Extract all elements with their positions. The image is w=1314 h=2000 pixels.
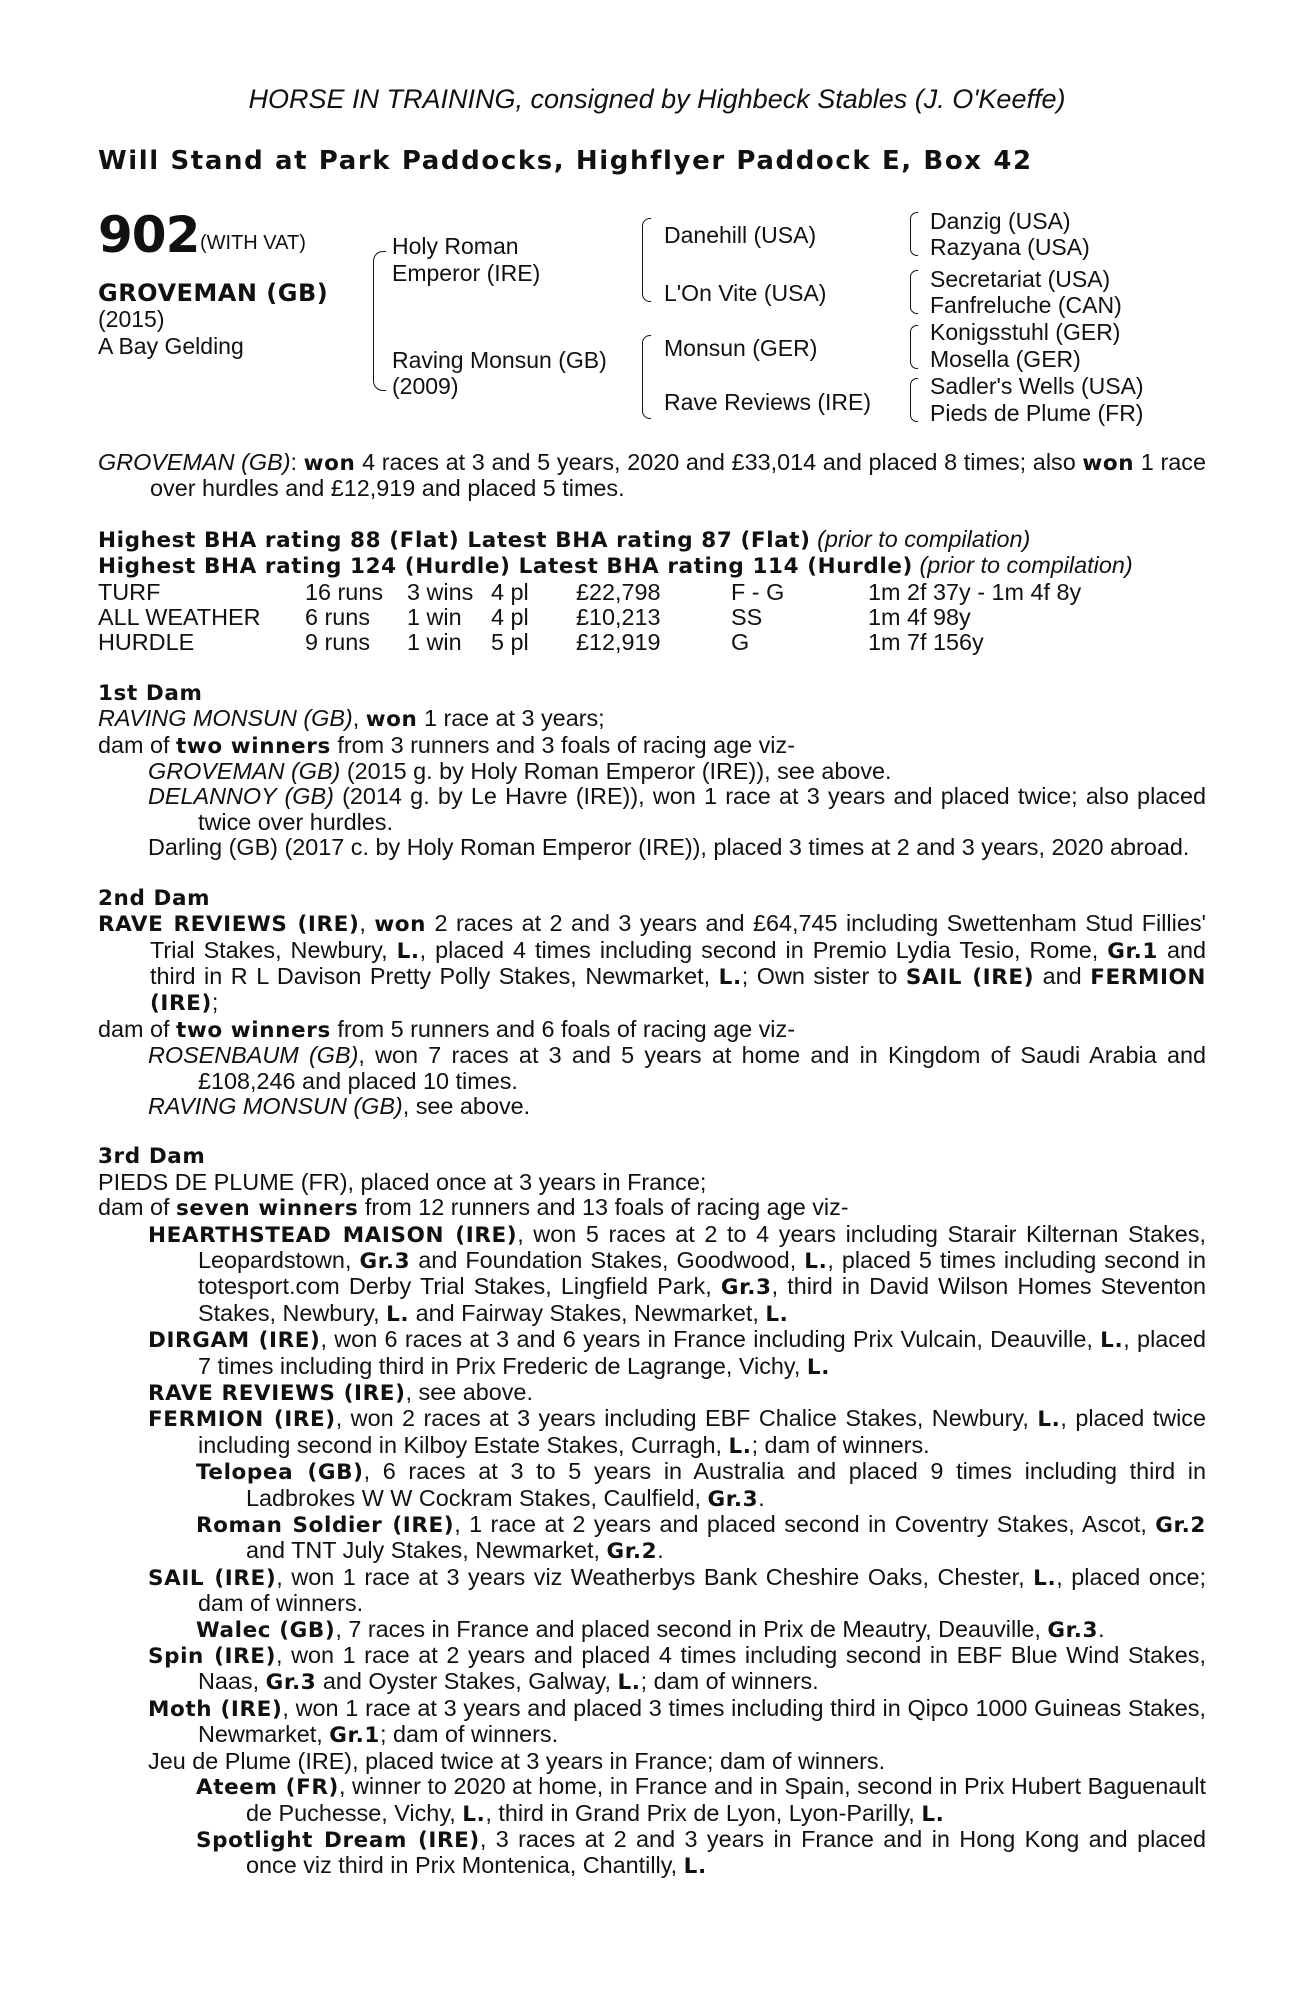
dam-line-2: (2009) [392,373,459,399]
pedigree-bracket [910,325,918,369]
progeny-entry: ROSENBAUM (GB), won 7 races at 3 and 5 years at home and in Kingdom of Saudi Arabia and £108,246 and placed 10 times. [148,1042,1206,1094]
race-record-table [98,580,1081,656]
race-summary: GROVEMAN (GB): won 4 races at 3 and 5 years, 2020 and £33,014 and placed 8 times; also won 1 race over hurdles and £12,919 and placed 5 times. [98,449,1206,502]
table-row: TURF 16 runs 3 wins 4 pl £22,798 F - G 1m 2f 37y - 1m 4f 8y [98,578,1082,605]
progeny-entry: Spotlight Dream (IRE), 3 races at 2 and 3 years in France and in Hong Kong and placed once viz third in Prix Montenica, Chantilly, L. [196,1825,1206,1880]
dds: Sadler's Wells (USA) [930,373,1144,399]
progeny-entry: Ateem (FR), winner to 2020 at home, in France and in Spain, second in Prix Hubert Baguenault de Puchesse, Vichy, L., third in Grand Prix de Lyon, Lyon-Parilly, L. [196,1773,1206,1827]
horse-year: (2015) [98,306,165,332]
pedigree-bracket [373,251,386,391]
ssd: Razyana (USA) [930,234,1090,260]
horse-description: A Bay Gelding [98,333,244,359]
sire-dam: L'On Vite (USA) [664,280,827,306]
dam: Raving Monsun (GB) [392,347,607,373]
dam-sire: Monsun (GER) [664,335,818,361]
progeny-entry: RAVING MONSUN (GB), see above. [148,1092,531,1119]
ddd: Pieds de Plume (FR) [930,400,1144,426]
sire-line-2: Emperor (IRE) [392,260,541,286]
progeny-entry: GROVEMAN (GB) (2015 g. by Holy Roman Emperor (IRE)), see above. [148,758,892,785]
progeny-entry: RAVE REVIEWS (IRE), see above. [148,1379,533,1406]
third-dam-section: 3rd Dam PIEDS DE PLUME (FR), placed once at 3 years in France; dam of seven winners from 12 runners and 13 foals of racing age viz- HEARTHSTEAD MAISON (IRE), won 5 races at 2 to 4 years including Starair Kilternan Stakes, Leopardstown, Gr.3 and Foundation Stakes, Goodwood, L., placed 5 times including second in totesport.com Derby Trial Stakes, Lingfield Park, Gr.3, third in David Wilson Homes Steventon Stakes, Newbury, L. and Fairway Stakes, Newmarket, L. DIRGAM (IRE), won 6 races at 3 and 6 years in France including Prix Vulcain, Deauville, L., placed 7 times including third in Prix Frederic de Lagrange, Vichy, L. RAVE REVIEWS (IRE), see above. FERMION (IRE), won 2 races at 3 years including EBF Chalice Stakes, Newbury, L., placed twice including second in Kilboy Estate Stakes, Curragh, L.; dam of winners. Telopea (GB), 6 races at 3 to 5 years in Australia and placed 9 times including third in Ladbrokes W W Cockram Stakes, Caulfield, Gr.3. Roman Soldier (IRE), 1 race at 2 years and placed second in Coventry Stakes, Ascot, Gr.2 and TNT July Stakes, Newmarket, Gr.2. SAIL (IRE), won 1 race at 3 years viz Weatherbys Bank Cheshire Oaks, Chester, L., placed once; dam of winners. Walec (GB), 7 races in France and placed second in Prix de Meautry, Deauville, Gr.3. Spin (IRE), won 1 race at 2 years and placed 4 times including second in EBF Blue Wind Stakes, Naas, Gr.3 and Oyster Stakes, Galway, L.; dam of winners. Moth (IRE), won 1 race at 3 years and placed 3 times including third in Qipco 1000 Guineas Stakes, Newmarket, Gr.1; dam of winners. Jeu de Plume (IRE), placed twice at 3 years in France; dam of winners. Ateem (FR), winner to 2020 at home, in France and in Spain, second in Prix Hubert Baguenault de Puchesse, Vichy, L., third in Grand Prix de Lyon, Lyon-Parilly, L. Spotlight Dream (IRE), 3 races at 2 and 3 years in France and in Hong Kong and placed once viz third in Prix Montenica, Chantilly, L. [98,1144,1207,1880]
progeny-entry: DELANNOY (GB) (2014 g. by Le Havre (IRE)), won 1 race at 3 years and placed twice; also placed twice over hurdles. [148,783,1206,835]
sss: Danzig (USA) [930,208,1071,234]
stand-location: Will Stand at Park Paddocks, Highflyer Paddock E, Box 42 [98,146,1033,176]
second-dam-section: 2nd Dam RAVE REVIEWS (IRE), won 2 races at 2 and 3 years and £64,745 including Swettenham Stud Fillies' Trial Stakes, Newbury, L., placed 4 times including second in Premio Lydia Tesio, Rome, Gr.1 and third in R L Davison Pretty Polly Stakes, Newmarket, L.; Own sister to SAIL (IRE) and FERMION (IRE); dam of two winners from 5 runners and 6 foals of racing age viz- ROSENBAUM (GB), won 7 races at 3 and 5 years at home and in Kingdom of Saudi Arabia and £108,246 and placed 10 times. RAVING MONSUN (GB), see above. [98,885,1207,1119]
progeny-entry: Moth (IRE), won 1 race at 3 years and placed 3 times including third in Qipco 1000 Guineas Stakes, Newmarket, Gr.1; dam of winners. [148,1694,1206,1749]
section-heading: 3rd Dam [98,1144,206,1170]
pedigree-bracket [910,378,918,422]
dam-dam: Rave Reviews (IRE) [664,389,872,415]
progeny-entry: Walec (GB), 7 races in France and placed second in Prix de Meautry, Deauville, Gr.3. [196,1615,1105,1643]
horse-name: GROVEMAN (GB) [98,279,329,307]
progeny-entry: Jeu de Plume (IRE), placed twice at 3 years in France; dam of winners. [148,1747,886,1774]
progeny-entry: Roman Soldier (IRE), 1 race at 2 years and placed second in Coventry Stakes, Ascot, Gr.2 and TNT July Stakes, Newmarket, Gr.2. [196,1511,1206,1565]
progeny-entry: Telopea (GB), 6 races at 3 to 5 years in Australia and placed 9 times including third in Ladbrokes W W Cockram Stakes, Caulfield, Gr.3. [196,1458,1206,1512]
section-heading: 2nd Dam [98,885,211,911]
progeny-entry: DIRGAM (IRE), won 6 races at 3 and 6 years in France including Prix Vulcain, Deauville, L., placed 7 times including third in Prix Frederic de Lagrange, Vichy, L. [148,1326,1206,1380]
progeny-entry: FERMION (IRE), won 2 races at 3 years including EBF Chalice Stakes, Newbury, L., placed twice including second in Kilboy Estate Stakes, Curragh, L.; dam of winners. [148,1405,1207,1459]
catalogue-header: HORSE IN TRAINING, consigned by Highbeck Stables (J. O'Keeffe) [248,84,1066,114]
table-row: ALL WEATHER 6 runs 1 win 4 pl £10,213 SS 1m 4f 98y [98,604,971,631]
sds: Secretariat (USA) [930,266,1111,292]
pedigree-bracket [910,270,918,314]
ratings: Highest BHA rating 88 (Flat) Latest BHA rating 87 (Flat) (prior to compilation) Highest BHA rating 124 (Hurdle) Latest BHA rating 114 (Hurdle) (prior to compilation) [98,525,1133,580]
lot-vat: (WITH VAT) [200,232,306,254]
dsd: Mosella (GER) [930,346,1081,372]
pedigree-bracket [642,218,651,302]
progeny-entry: Darling (GB) (2017 c. by Holy Roman Emperor (IRE)), placed 3 times at 2 and 3 years, 2020 abroad. [148,834,1190,861]
section-heading: 1st Dam [98,680,203,706]
progeny-entry: SAIL (IRE), won 1 race at 3 years viz Weatherbys Bank Cheshire Oaks, Chester, L., placed once; dam of winners. [148,1563,1207,1617]
progeny-entry: Spin (IRE), won 1 race at 2 years and placed 4 times including second in EBF Blue Wind Stakes, Naas, Gr.3 and Oyster Stakes, Galway, L.; dam of winners. [148,1642,1206,1696]
pedigree-bracket [910,212,918,256]
progeny-entry: HEARTHSTEAD MAISON (IRE), won 5 races at 2 to 4 years including Starair Kilternan Stakes, Leopardstown, Gr.3 and Foundation Stakes, Goodwood, L., placed 5 times including second in totesport.com Derby Trial Stakes, Lingfield Park, Gr.3, third in David Wilson Homes Steventon Stakes, Newbury, L. and Fairway Stakes, Newmarket, L. [148,1220,1206,1327]
catalogue-body [98,450,1206,1880]
sdd: Fanfreluche (CAN) [930,292,1122,318]
dss: Konigsstuhl (GER) [930,319,1121,345]
lot-number: 902 [98,206,200,264]
sire: Holy Roman [392,233,519,259]
table-row: HURDLE 9 runs 1 win 5 pl £12,919 G 1m 7f 156y [98,629,984,656]
sire-sire: Danehill (USA) [664,222,817,248]
pedigree-bracket [642,335,651,419]
first-dam-section: 1st Dam RAVING MONSUN (GB), won 1 race at 3 years; dam of two winners from 3 runners and 3 foals of racing age viz- GROVEMAN (GB) (2015 g. by Holy Roman Emperor (IRE)), see above. DELANNOY (GB) (2014 g. by Le Havre (IRE)), won 1 race at 3 years and placed twice; also placed twice over hurdles. Darling (GB) (2017 c. by Holy Roman Emperor (IRE)), placed 3 times at 2 and 3 years, 2020 abroad. [98,680,1206,861]
